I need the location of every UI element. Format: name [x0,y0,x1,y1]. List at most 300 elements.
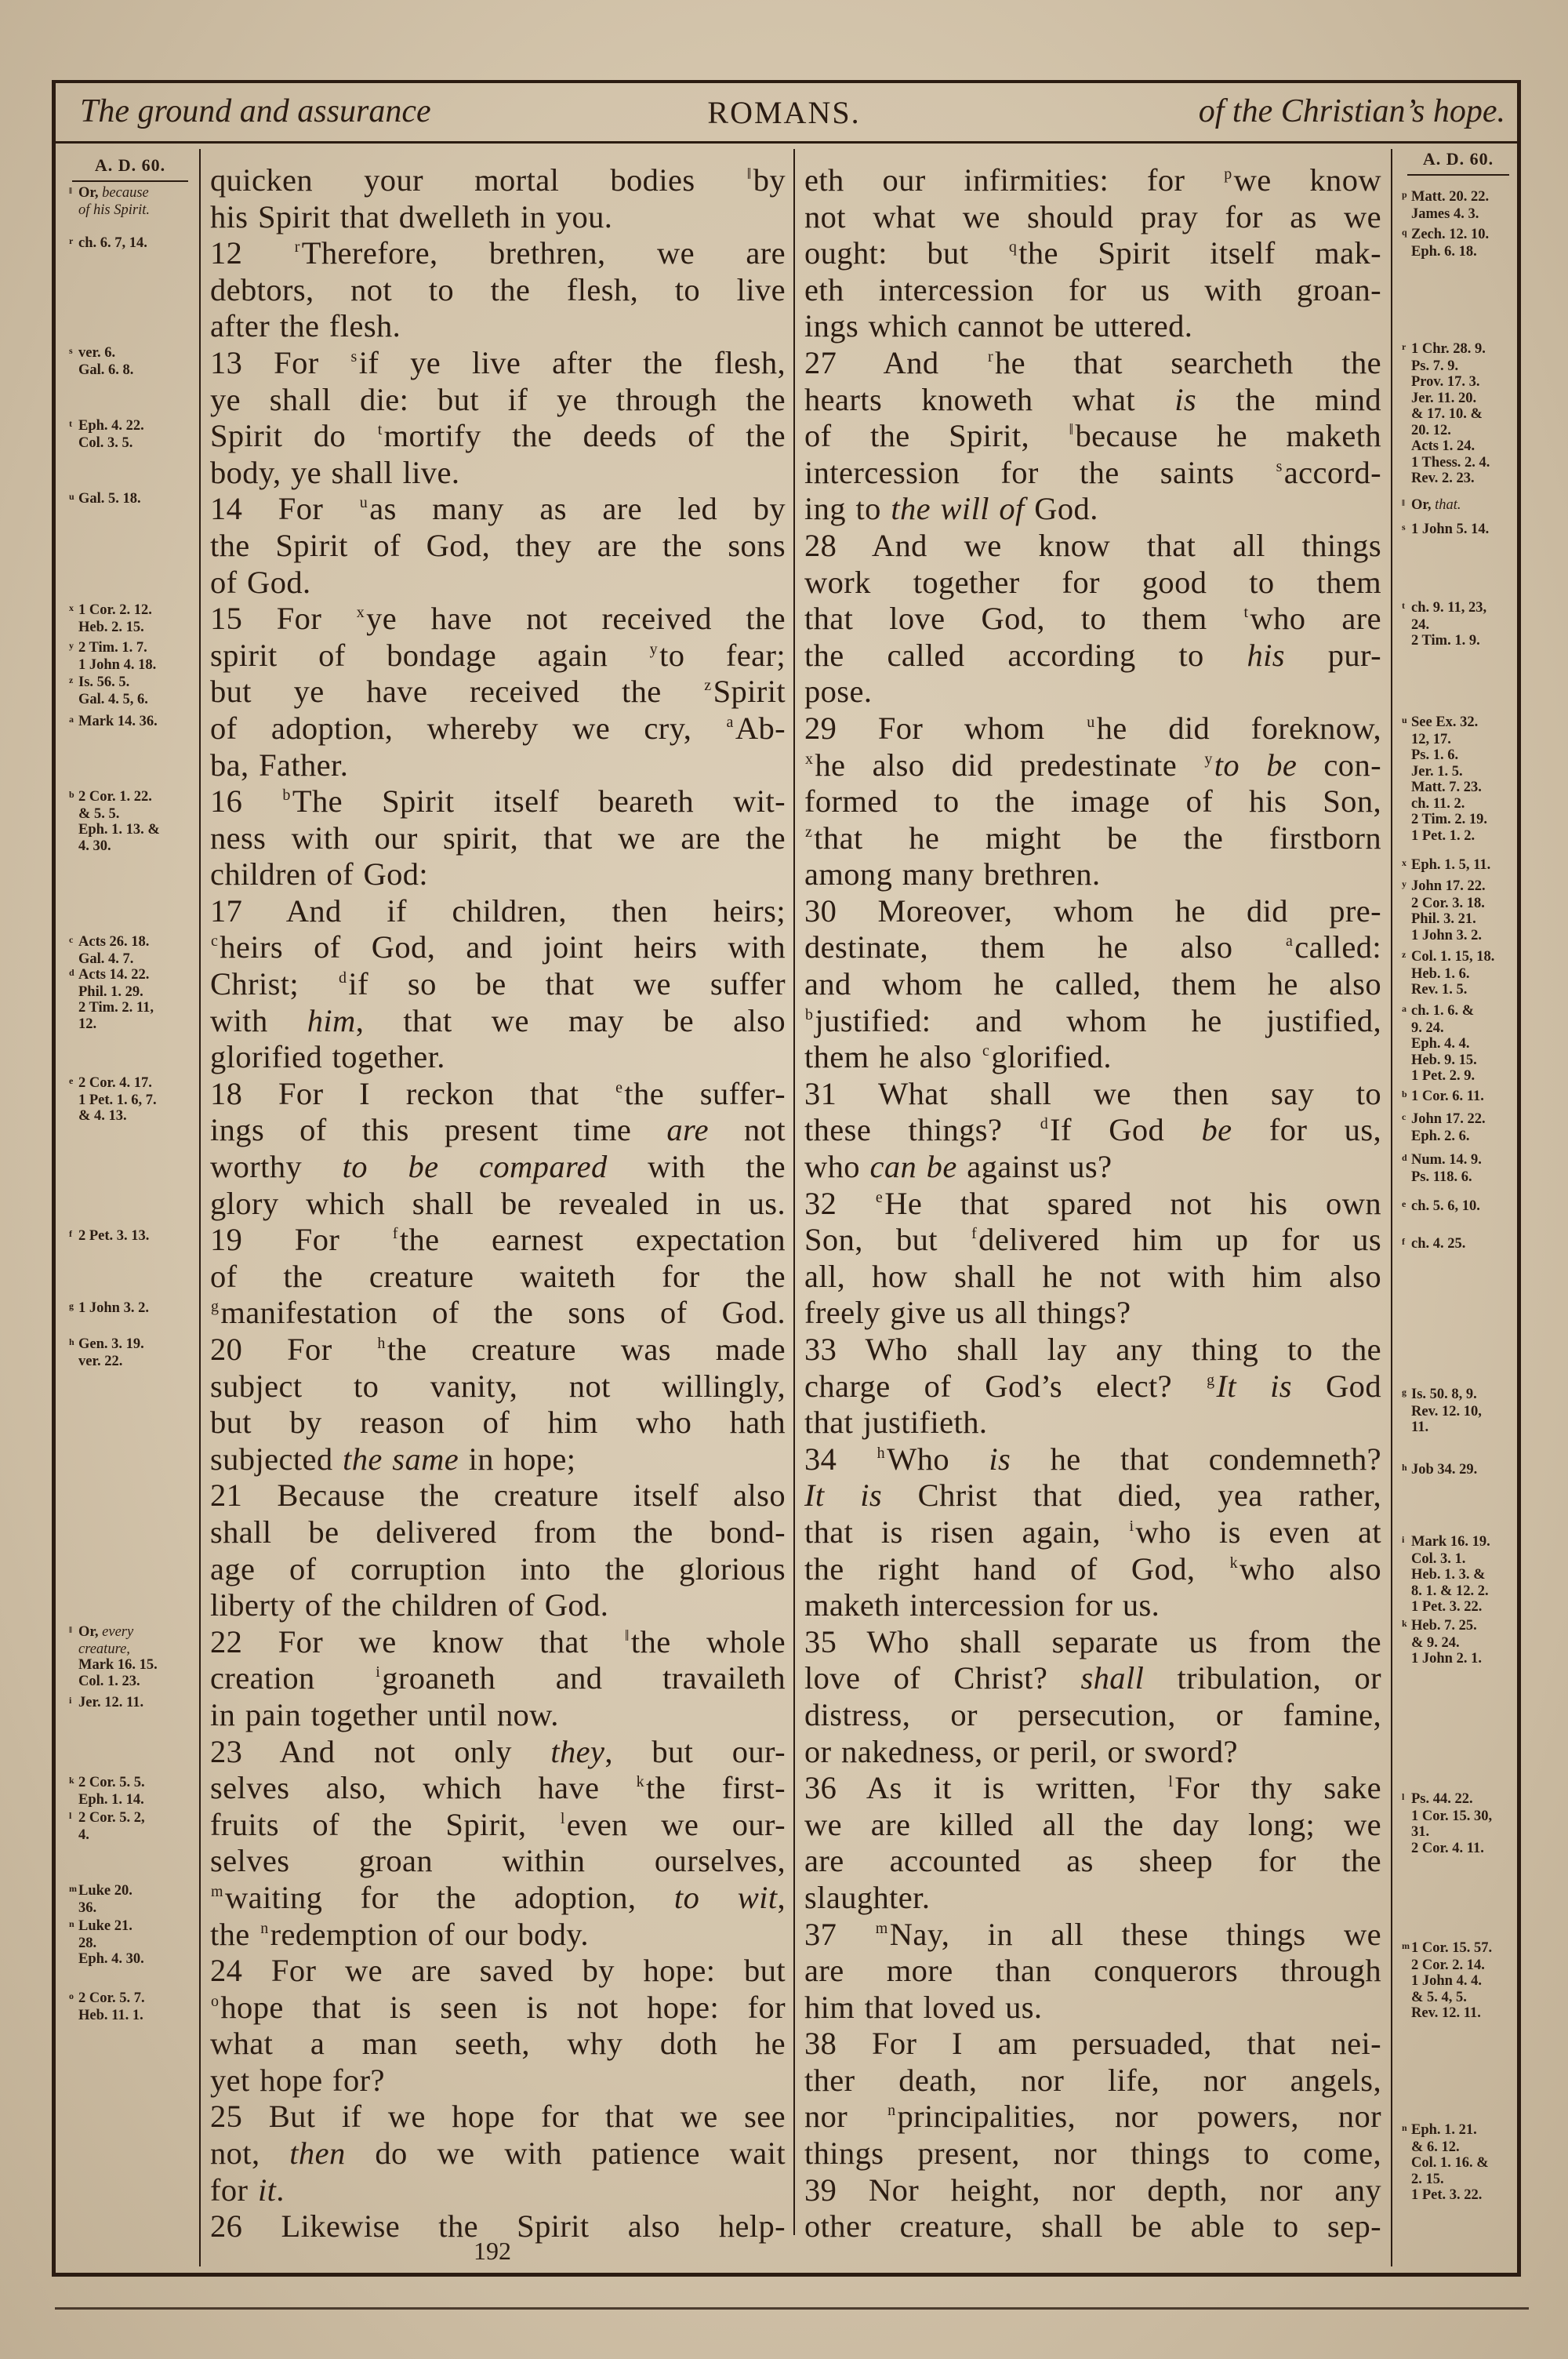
line-content [804,638,1381,673]
line-content [210,1697,559,1732]
text-run: Acts 26. 18. [78,934,150,950]
note-line [1402,206,1489,223]
text-run: 25 But if we hope for that we see [210,2099,786,2135]
text-run: even we our- [566,1806,786,1842]
line-content [804,455,1381,490]
cross-reference-note [1402,1003,1477,1085]
cross-reference-note [69,1775,145,1808]
text-line [804,1624,1381,1661]
line-content [804,929,1381,965]
text-run: eth our infirmities: for [804,162,1224,198]
text-line [210,893,786,930]
text-run: waiting for the adoption, [224,1879,674,1915]
italic-text: him [307,1002,356,1038]
line-content [804,1039,1112,1074]
note-line [1402,497,1461,514]
note-mark: m [1402,1940,1410,1951]
text-column-right [804,162,1381,2245]
text-run: 24. [1411,616,1430,633]
bottom-outer-rule [55,2307,1529,2310]
italic-text: are [666,1112,709,1148]
text-run: Heb. 1. 3. & [1411,1567,1486,1583]
text-run: yet hope for? [210,2062,385,2098]
note-mark: e [69,1075,74,1086]
text-run: subjected [210,1441,343,1477]
text-run: Prov. 17. 3. [1411,374,1480,390]
reference-mark: s [350,347,358,365]
text-run: 2 Cor. 4. 11. [1411,1840,1484,1856]
cross-reference-note [69,1336,144,1369]
text-run: ing to [804,491,891,527]
line-content [804,2135,1381,2171]
note-line [69,1951,144,1968]
note-line [1402,911,1486,928]
text-line [210,1405,786,1441]
line-content [210,1734,786,1769]
note-line [1402,1957,1492,1974]
text-run: hearts knoweth what [804,381,1175,417]
note-line [1402,2187,1489,2204]
text-run: manifestation of the sons of God. [220,1295,786,1331]
text-run: Heb. 1. 6. [1411,965,1470,982]
note-line [1402,1152,1482,1169]
note-line [1402,341,1490,358]
text-run: 23 And not only [210,1733,551,1769]
text-run: 18 For I reckon that [210,1075,615,1111]
text-run: freely give us all things? [804,1295,1131,1331]
text-run: distress, or persecution, or famine, [804,1696,1381,1732]
cross-reference-note [69,674,148,707]
line-content [210,1295,786,1330]
line-content [804,528,1381,563]
text-line [210,2063,786,2099]
text-run: selves also, which have [210,1770,636,1806]
text-run: 1 Thess. 2. 4. [1411,454,1490,471]
text-run: 1 Pet. 1. 6, 7. [78,1092,157,1108]
reference-mark: n [260,1919,269,1937]
line-content [210,601,786,636]
text-run: but ye have received the [210,674,704,710]
text-line [210,1807,786,1844]
text-run: Eph. 1. 21. [1411,2122,1477,2138]
reference-mark: f [971,1225,978,1243]
text-run: con- [1297,747,1381,783]
note-mark: r [1402,341,1406,352]
note-line [1402,2005,1492,2022]
text-run: we know [1233,162,1381,198]
text-run: mortify the deeds of the [383,418,786,454]
text-run: the whole [630,1623,786,1659]
text-run: 1 Pet. 3. 22. [1411,2187,1483,2203]
text-run: Phil. 1. 29. [78,983,143,1000]
page-number: 192 [474,2237,511,2265]
text-run: Acts 14. 22. [78,967,150,983]
italic-text: they [550,1733,605,1769]
line-content [210,929,786,965]
text-line [804,1259,1381,1296]
text-line [210,747,786,784]
line-content [804,2063,1381,2098]
text-run: 2 Cor. 1. 22. [78,789,152,805]
reference-mark: y [649,640,659,658]
text-line [804,1003,1381,1040]
line-content [210,1186,786,1221]
text-run: 15 For [210,601,356,637]
text-line [804,565,1381,602]
note-line [1402,358,1490,375]
text-run: 38 For I am persuaded, that nei- [804,2026,1381,2062]
text-line [804,1990,1381,2026]
text-run: 2 Cor. 3. 18. [1411,895,1485,911]
italic-text: that. [1435,497,1461,513]
note-line [69,692,148,708]
line-content [210,1441,575,1477]
left-border [52,80,56,2276]
line-content [804,1149,1112,1184]
text-run: 2 Cor. 5. 5. [78,1775,145,1790]
cross-reference-note [1402,1387,1482,1436]
line-content [210,856,428,892]
text-run: formed to the image of his Son, [804,783,1381,820]
note-line [1402,438,1490,455]
text-run: Heb. 7. 25. [1411,1618,1477,1634]
italic-text: it [257,2172,277,2208]
note-line [1402,1419,1482,1436]
text-run: are more than conquerors through [804,1953,1381,1989]
text-run: justified: and whom he justified, [815,1002,1381,1038]
note-line [69,2008,145,2024]
line-content [804,1880,930,1915]
text-run: ther death, nor life, nor angels, [804,2062,1381,2098]
text-run: glory which shall be revealed in us. [210,1185,786,1221]
line-content [804,1514,1381,1550]
line-content [804,308,1192,343]
text-run: & 17. 10. & [1411,406,1483,422]
text-run: 31. [1411,1824,1430,1840]
note-mark: q [1402,227,1407,238]
text-run: Who [887,1441,989,1477]
text-run: glorified. [991,1039,1112,1075]
note-line [1402,764,1487,780]
text-run: if so be that we suffer [348,966,786,1002]
text-run: 14 For [210,491,359,527]
note-mark: k [1402,1618,1407,1629]
note-line [1402,1551,1490,1568]
line-content [804,345,1381,380]
text-run: Christ that died, yea rather, [882,1478,1381,1514]
text-run: 2 Cor. 5. 2, [78,1810,145,1826]
line-content [210,1222,786,1257]
reference-mark: m [211,1882,223,1900]
note-line [69,1827,145,1844]
text-line [210,565,786,602]
text-line [210,1917,786,1954]
italic-text: is [1174,381,1197,417]
note-line [1402,1198,1480,1216]
margin-date-left: A. D. 60. [72,155,188,182]
text-run: if ye live after the flesh, [358,344,786,380]
reference-mark: a [1285,932,1294,951]
reference-mark: i [376,1663,381,1681]
text-run: ness with our spirit, that we are the [210,820,786,856]
text-run: 11. [1411,1419,1429,1435]
note-line [69,1300,149,1318]
text-line [804,2172,1381,2209]
italic-text: can be [869,1149,957,1185]
line-content [804,2099,1381,2134]
text-line [804,272,1381,309]
text-run: Eph. 6. 18. [1411,243,1477,260]
text-run: Eph. 1. 14. [78,1791,144,1808]
text-run: 1 John 3. 2. [1411,927,1482,943]
note-mark: y [69,640,74,651]
text-run: Matt. 20. 22. [1411,189,1490,205]
note-line [1402,374,1490,391]
note-line [69,1695,143,1712]
note-mark: b [1402,1089,1407,1100]
line-content [804,1807,1381,1842]
note-line [69,235,147,253]
text-line [804,856,1381,893]
text-run: See Ex. 32. [1411,714,1479,730]
note-line [69,674,148,692]
text-line [804,1332,1381,1369]
text-run: 12. [78,1016,97,1032]
line-content [210,2135,786,2171]
line-content [210,528,786,563]
header-rule [52,141,1521,144]
text-line [210,1587,786,1624]
text-line [210,1551,786,1588]
text-line [210,1880,786,1917]
reference-mark: t [377,421,383,439]
cross-reference-note [69,1918,144,1968]
text-run: groaneth and travaileth [382,1660,786,1696]
text-line [804,747,1381,784]
text-run: Spirit do [210,418,377,454]
line-content [210,1003,786,1038]
text-line [804,1953,1381,1990]
note-line [1402,1808,1492,1825]
text-run: ings which cannot be uttered. [804,308,1193,344]
note-mark: i [1402,1534,1405,1545]
text-line [210,1843,786,1880]
text-run: ought: but [804,235,1008,271]
right-border [1517,80,1521,2276]
text-run: nor [804,2099,887,2135]
italic-text: creature, [78,1641,130,1657]
text-run: pur- [1284,637,1381,673]
note-line [69,1354,144,1370]
text-line [210,1990,786,2026]
text-run: 30 Moreover, whom he did pre- [804,892,1381,929]
text-run: Rev. 2. 23. [1411,471,1475,486]
note-line [1402,600,1486,617]
cross-reference-note [1402,1089,1484,1106]
cross-reference-note [1402,1791,1492,1856]
line-content [210,1551,786,1587]
text-run: the suffer- [624,1075,786,1111]
text-run: fruits of the Spirit, [210,1806,560,1842]
text-run: 2 Tim. 2. 19. [1411,812,1487,827]
line-content [804,1734,1238,1769]
text-line [804,1405,1381,1441]
reference-mark: c [211,932,219,951]
line-content [210,1039,445,1074]
note-line [1402,391,1490,407]
text-run: after the flesh. [210,308,401,344]
text-line [210,2099,786,2135]
cross-reference-note [69,1990,145,2023]
text-run: work together for good to them [804,564,1381,600]
note-line [1402,1635,1482,1652]
cross-reference-note [69,1300,149,1318]
text-line [804,1587,1381,1624]
note-line [69,1900,132,1917]
text-line [804,1917,1381,1954]
line-content [210,382,786,417]
cross-reference-note [69,1228,149,1245]
text-line [210,455,786,492]
line-content [804,2208,1381,2244]
note-line [1402,828,1487,845]
cross-reference-note [1402,2122,1489,2204]
text-run: 2 Tim. 2. 11, [78,1000,154,1016]
line-content [210,1770,786,1805]
text-run: Nay, in all these things we [889,1916,1381,1952]
note-line [1402,2122,1489,2139]
text-run: 1 Cor. 15. 30, [1411,1808,1493,1824]
text-line [804,1551,1381,1588]
text-run: For thy sake [1174,1770,1381,1806]
text-run: 20. 12. [1411,422,1451,438]
note-line [1402,1068,1477,1085]
text-line [210,929,786,966]
text-run: Rev. 12. 11. [1411,2005,1481,2021]
line-content [804,565,1381,600]
text-run: If God [1050,1112,1202,1148]
note-line [1402,982,1494,998]
text-line [210,345,786,382]
text-run: Eph. 2. 6. [1411,1128,1470,1144]
cross-reference-note [69,235,147,253]
cross-reference-note [1402,600,1486,649]
text-line [804,1697,1381,1734]
note-line [1402,617,1486,634]
italic-text: his [1247,637,1285,673]
text-line [210,1149,786,1186]
note-line [69,185,150,202]
text-run: 16 [210,783,282,820]
reference-mark: h [377,1335,386,1352]
text-run: heirs of God, and joint heirs with [220,929,786,965]
note-mark: d [1402,1152,1407,1163]
text-line [210,638,786,674]
line-content [210,711,786,746]
note-line [1402,949,1494,966]
line-content [804,1917,1381,1952]
text-line [210,2135,786,2172]
line-content [804,1369,1381,1404]
text-run: Jer. 12. 11. [78,1695,144,1710]
note-line [1402,522,1489,539]
cross-reference-note [1402,949,1494,998]
note-line [69,1016,154,1033]
text-line [210,820,786,857]
text-run: his Spirit that dwelleth in you. [210,198,613,234]
text-run: the right hand of God, [804,1550,1229,1587]
text-line [210,1003,786,1040]
reference-mark: u [359,494,368,512]
line-content [804,199,1381,234]
text-run: the Spirit itself mak- [1018,235,1381,271]
reference-mark: q [1008,238,1018,256]
note-line [1402,471,1490,487]
note-mark: l [1402,1791,1405,1802]
line-content [210,1807,786,1842]
line-content [210,235,786,271]
text-run: 35 Who shall separate us from the [804,1623,1381,1659]
note-line [1402,423,1490,439]
text-run: , [777,1879,786,1915]
note-mark: n [1402,2122,1407,2133]
text-line [804,308,1381,345]
note-line [1402,812,1487,828]
note-line [69,967,154,984]
text-run: 28. [78,1935,97,1951]
text-run: the Spirit of God, they are the sons [210,527,786,563]
text-line [804,929,1381,966]
text-run: who are [1250,601,1381,637]
text-run: 1 John 2. 1. [1411,1651,1482,1667]
text-line [210,1697,786,1734]
text-run: Or, [78,1624,103,1640]
text-run: worthy [210,1149,343,1185]
note-line [69,1228,149,1245]
cross-reference-note [69,967,154,1032]
cross-reference-note [69,418,144,451]
note-line [1402,1129,1486,1145]
text-run: Heb. 2. 15. [78,619,144,635]
text-line [210,162,786,199]
text-run: these things? [804,1112,1040,1148]
text-run: 17 And if children, then heirs; [210,892,786,929]
note-line [1402,1583,1490,1600]
note-line [1402,732,1487,748]
text-run: delivered him up for us [978,1222,1381,1258]
reference-mark: o [211,1992,220,2010]
reference-mark: i [1129,1517,1134,1535]
text-line [210,1734,786,1771]
note-line [69,1936,144,1952]
text-line [804,2208,1381,2245]
reference-mark: a [726,713,734,731]
reference-mark: l [1168,1773,1174,1791]
text-line [804,235,1381,272]
margin-date-right: A. D. 60. [1407,149,1509,176]
note-mark: m [69,1883,77,1894]
cross-reference-note [69,1075,157,1125]
note-line [1402,1990,1492,2006]
line-content [804,1587,1160,1623]
text-run: James 4. 3. [1411,205,1479,222]
text-line [804,1186,1381,1223]
text-run: Ps. 44. 22. [1411,1791,1473,1807]
text-line [210,1332,786,1369]
reference-mark: m [875,1919,888,1937]
text-run: Mark 16. 15. [78,1657,158,1673]
line-content [804,893,1381,929]
